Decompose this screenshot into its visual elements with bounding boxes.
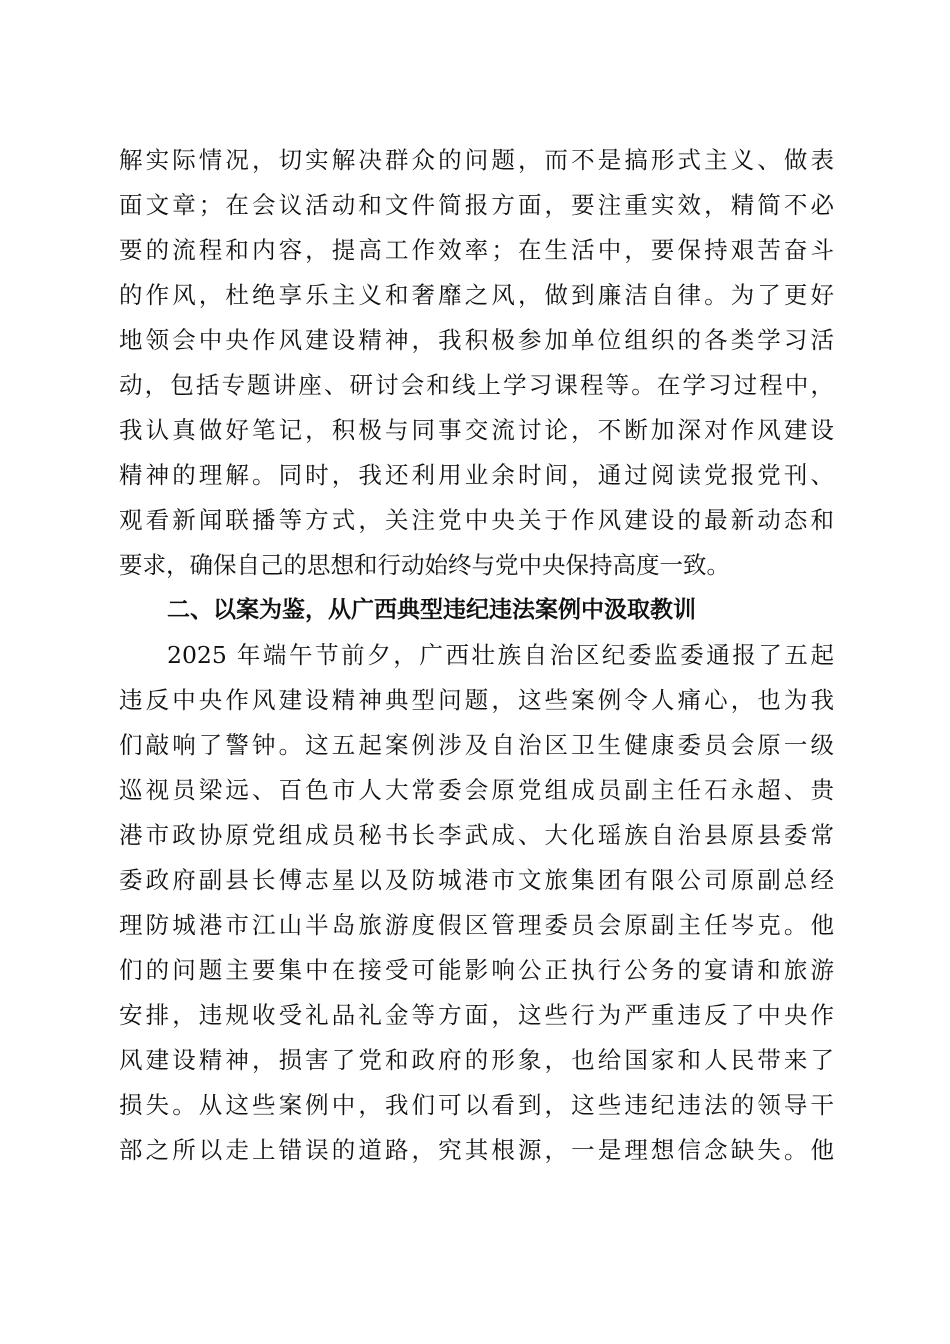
text-line: 损失。从这些案例中，我们可以看到，这些违纪违法的领导干: [119, 1091, 834, 1119]
text-line: 精神的理解。同时，我还利用业余时间，通过阅读党报党刊、: [119, 461, 834, 489]
text-line: 们的问题主要集中在接受可能影响公正执行公务的宴请和旅游: [119, 956, 834, 984]
text-line: 们敲响了警钟。这五起案例涉及自治区卫生健康委员会原一级: [119, 731, 834, 759]
text-line: 安排，违规收受礼品礼金等方面，这些行为严重违反了中央作: [119, 1001, 834, 1029]
text-line: 解实际情况，切实解决群众的问题，而不是搞形式主义、做表: [119, 146, 834, 174]
text-line: 部之所以走上错误的道路，究其根源，一是理想信念缺失。他: [119, 1136, 834, 1164]
text-line: 巡视员梁远、百色市人大常委会原党组成员副主任石永超、贵: [119, 776, 834, 804]
text-line: 委政府副县长傅志星以及防城港市文旅集团有限公司原副总经: [119, 866, 834, 894]
text-line: 港市政协原党组成员秘书长李武成、大化瑶族自治县原县委常: [119, 821, 834, 849]
text-line: 的作风，杜绝享乐主义和奢靡之风，做到廉洁自律。为了更好: [119, 281, 834, 309]
text-line: 要求，确保自己的思想和行动始终与党中央保持高度一致。: [119, 551, 730, 579]
text-line: 面文章；在会议活动和文件简报方面，要注重实效，精简不必: [119, 191, 834, 219]
text-line: 观看新闻联播等方式，关注党中央关于作风建设的最新动态和: [119, 506, 834, 534]
text-line: 要的流程和内容，提高工作效率；在生活中，要保持艰苦奋斗: [119, 236, 834, 264]
text-line: 2025 年端午节前夕，广西壮族自治区纪委监委通报了五起: [167, 641, 834, 669]
text-line: 我认真做好笔记，积极与同事交流讨论，不断加深对作风建设: [119, 416, 834, 444]
section-heading: 二、以案为鉴，从广西典型违纪违法案例中汲取教训: [167, 597, 696, 623]
text-line: 理防城港市江山半岛旅游度假区管理委员会原副主任岑克。他: [119, 911, 834, 939]
text-line: 动，包括专题讲座、研讨会和线上学习课程等。在学习过程中，: [119, 371, 834, 399]
text-line: 地领会中央作风建设精神，我积极参加单位组织的各类学习活: [119, 326, 834, 354]
text-line: 风建设精神，损害了党和政府的形象，也给国家和人民带来了: [119, 1046, 834, 1074]
text-line: 违反中央作风建设精神典型问题，这些案例令人痛心，也为我: [119, 686, 834, 714]
